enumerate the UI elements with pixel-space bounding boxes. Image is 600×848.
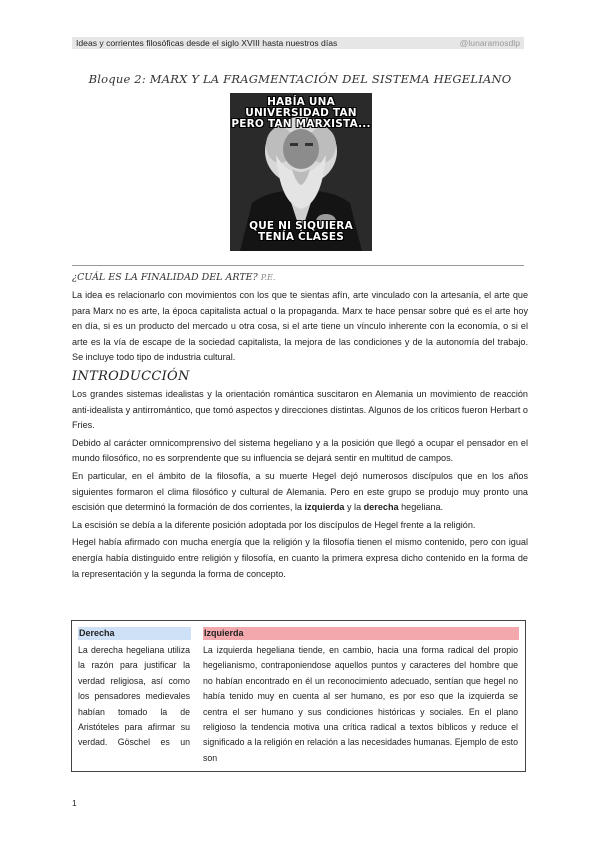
intro-p3-izquierda: izquierda: [304, 502, 345, 513]
art-question-heading: [72, 272, 275, 283]
intro-paragraph-1: Los grandes sistemas idealistas y la orientación romántica suscitaron en Alemania un movimiento de reacción anti-idealista y antirromántico, que tomó aspectos y direcciones distintas. Algunos de los críticos fueron Herbart o Fries.: [72, 389, 528, 431]
intro-paragraph-2: Debido al carácter omnicomprensivo del sistema hegeliano y a la posición que llegó a ocupar el pensador en el mundo filosófico, no es sorprendente que su influencia se dejará sentir en multitud de campos.: [72, 437, 528, 464]
intro-paragraph-4: La escisión se debía a la diferente posición adoptada por los discípulos de Hegel frente a la religión.: [72, 519, 476, 530]
section-divider: [72, 265, 524, 266]
art-question-tag: P.E.: [260, 273, 276, 282]
intro-p3-end: hegeliana.: [401, 502, 444, 513]
page-header: [72, 37, 524, 49]
header-title: Ideas y corrientes filosóficas desde el siglo XVIII hasta nuestros días: [76, 38, 338, 48]
meme-bottom-caption: [230, 221, 372, 243]
intro-heading: INTRODUCCIÓN: [72, 369, 190, 384]
block-title: Bloque 2: MARX Y LA FRAGMENTACIÓN DEL SISTEMA HEGELIANO: [88, 72, 512, 86]
intro-paragraph-3: [72, 469, 528, 516]
left-column-text: La derecha hegeliana utiliza la razón para justificar la verdad religiosa, así como los pensadores medievales habían tomado la de Aristóteles para afirmar su verdad. Göschel es un: [78, 645, 190, 748]
right-column-text: La izquierda hegeliana tiende, en cambio, hacia una forma radical del propio hegelianismo, contraponiendose aquellos puntos y caracteres del hombre que no habían encontrado en él un reconocimiento adecuado, sentían que hegel no había tenido muy en cuenta al ser humano, es por eso que la izquierda se centra el ser humano y sus condiciones históricas y sociales. En el plano religioso la tendencia motiva una crítica radical a textos bíblicos y reduce el significado a la religión en relación a las necesidades humanas. Ejemplo de esto son: [203, 645, 518, 763]
art-paragraph: La idea es relacionarlo con movimientos con los que te sientas afín, arte vinculado con la artesanía, el arte que para Marx no es arte, la época capitalista actual o la propaganda. Marx te hace pensar sobre qué es el arte hoy en día, si es un producto del mercado u otra cosa, si el arte tiene un vínculo inherente con la economía, o si el arte es la vía de escape de la sociedad capitalista, la mejora de las condiciones y de la autonomía del trabajo. Se incluye todo tipo de industria cultural.: [72, 290, 528, 363]
intro-p3-derecha: derecha: [363, 502, 399, 513]
right-column-header: Izquierda: [203, 627, 519, 640]
left-column: [78, 627, 190, 751]
intro-body: [72, 387, 528, 584]
comparison-table: [71, 620, 526, 772]
header-handle: @lunaramosdlp: [459, 38, 520, 48]
intro-p3-y: y la: [346, 502, 362, 513]
art-paragraph-block: [72, 288, 528, 368]
meme-top-line2: PERO TAN MARXISTA...: [231, 118, 371, 130]
meme-top-line1: HABÍA UNA UNIVERSIDAD TAN: [245, 96, 357, 119]
marx-meme-image: [230, 93, 372, 251]
page-number: 1: [72, 798, 77, 808]
intro-paragraph-5: Hegel había afirmado con mucha energía que la religión y la filosofía tienen el mismo contenido, pero con igual energía había distinguido entre religión y filosofía, en cuanto la primera expresa dicho contenido en la forma de la representación y la segunda la forma de concepto.: [72, 537, 528, 579]
meme-top-caption: [230, 97, 372, 130]
right-column: [203, 627, 518, 766]
art-question-text: ¿CUÁL ES LA FINALIDAD DEL ARTE?: [72, 272, 258, 283]
meme-bottom-line2: TENÍA CLASES: [257, 231, 345, 243]
left-column-header: Derecha: [78, 627, 191, 640]
intro-p3-start: En particular, en el ámbito de la filosofía, a su muerte Hegel dejó numerosos discípulos que en los años siguientes formaron el clima filosófico y cultural de Alemania. Pero en este grupo se produjo muy pronto una escisión que determinó la formación de dos corrientes, la: [72, 470, 528, 513]
meme-bottom-line1: QUE NI SIQUIERA: [249, 220, 353, 232]
